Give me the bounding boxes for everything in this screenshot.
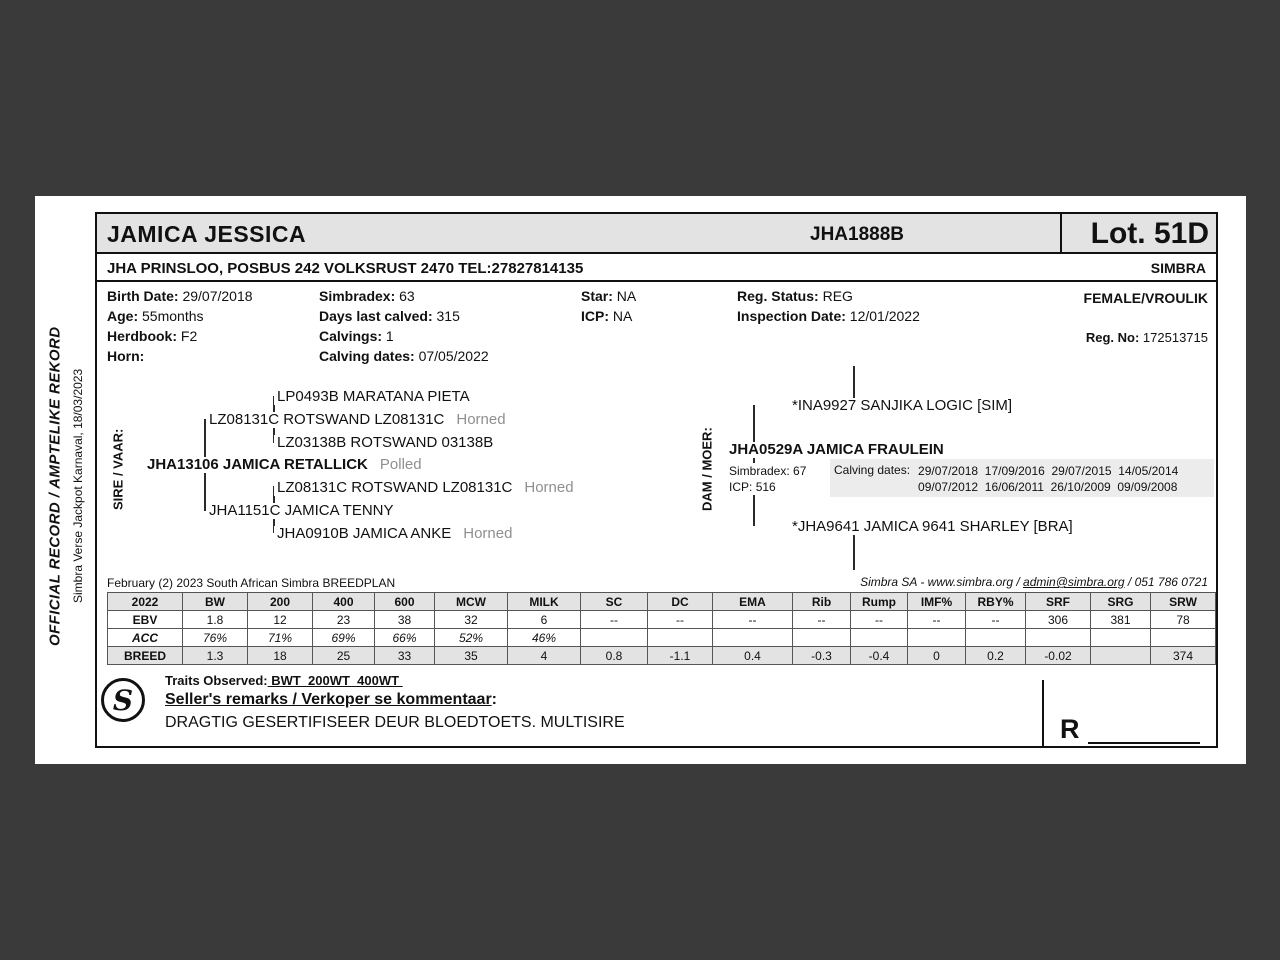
- breedplan-cell: 69%: [313, 629, 375, 647]
- breedplan-cell: [1091, 647, 1151, 665]
- breedplan-col-header: 2022: [108, 593, 183, 611]
- lot-divider: [1060, 214, 1062, 252]
- breedplan-cell: --: [851, 611, 908, 629]
- breedplan-table: [107, 592, 1216, 665]
- pedigree-animal-name: JHA1151C JAMICA TENNY: [209, 502, 394, 519]
- field-label: Herdbook:: [107, 328, 177, 344]
- field-value: 07/05/2022: [418, 348, 489, 364]
- field-value: REG: [822, 288, 853, 304]
- calving-dates-line1: 29/07/2018 17/09/2016 29/07/2015 14/05/2014: [918, 464, 1179, 478]
- breedplan-cell: --: [581, 611, 648, 629]
- field-label: ICP:: [729, 480, 753, 494]
- breedplan-cell: 0.8: [581, 647, 648, 665]
- breedplan-col-header: MILK: [508, 593, 581, 611]
- field-label: Birth Date:: [107, 288, 179, 304]
- breedplan-cell: 33: [375, 647, 435, 665]
- field-label: Star:: [581, 288, 613, 304]
- field-value: 172513715: [1142, 330, 1208, 345]
- field-label: ICP:: [581, 308, 609, 324]
- pedigree-line: [853, 532, 855, 570]
- breedplan-col-header: 600: [375, 593, 435, 611]
- breedplan-cell: --: [966, 611, 1026, 629]
- breedplan-cell: 23: [313, 611, 375, 629]
- dam-calving-dates: [834, 463, 1178, 495]
- breeder-contact: JHA PRINSLOO, POSBUS 242 VOLKSRUST 2470 TEL:27827814135: [107, 259, 584, 277]
- breedplan-cell: [966, 629, 1026, 647]
- breedplan-cell: [793, 629, 851, 647]
- breeder-bar: [97, 256, 1216, 282]
- herdbook-field: [107, 328, 253, 348]
- breedplan-cell: -0.02: [1026, 647, 1091, 665]
- breedplan-cell: 0.4: [713, 647, 793, 665]
- breedplan-row-label: ACC: [108, 629, 183, 647]
- breedplan-col-header: RBY%: [966, 593, 1026, 611]
- breedplan-row-label: BREED: [108, 647, 183, 665]
- pedigree-entry: [206, 412, 509, 428]
- birth-date-field: [107, 288, 253, 308]
- breedplan-col-header: BW: [183, 593, 248, 611]
- horn-status-tag: Horned: [524, 479, 574, 496]
- breedplan-cell: 52%: [435, 629, 508, 647]
- breedplan-col-header: EMA: [713, 593, 793, 611]
- breedplan-title: February (2) 2023 South African Simbra BREEDPLAN: [107, 576, 396, 590]
- breedplan-cell: 306: [1026, 611, 1091, 629]
- breedplan-cell: --: [648, 611, 713, 629]
- field-value: 1: [385, 328, 394, 344]
- pedigree-entry-sire: [144, 457, 425, 473]
- breedplan-cell: -0.3: [793, 647, 851, 665]
- field-value: 29/07/2018: [182, 288, 253, 304]
- breedplan-cell: 1.3: [183, 647, 248, 665]
- breedplan-cell: 18: [248, 647, 313, 665]
- pedigree-animal-name: JHA13106 JAMICA RETALLICK: [147, 456, 368, 473]
- remarks-heading-text: Seller's remarks / Verkoper se kommentaar: [165, 691, 492, 708]
- traits-values: BWT 200WT 400WT: [267, 673, 403, 688]
- field-label: Simbradex:: [319, 288, 396, 304]
- breedplan-cell: 1.8: [183, 611, 248, 629]
- price-field: [1060, 714, 1200, 744]
- dam-simbradex-field: [726, 463, 809, 479]
- pedigree-entry: [274, 526, 515, 542]
- breedplan-col-header: DC: [648, 593, 713, 611]
- price-divider: [1042, 680, 1044, 746]
- breedplan-col-header: SC: [581, 593, 648, 611]
- registration-id: JHA1888B: [810, 224, 904, 245]
- breedplan-cell: [1091, 629, 1151, 647]
- horn-field: [107, 348, 253, 368]
- calving-dates-field: [319, 348, 489, 368]
- pedigree-entry: [206, 503, 409, 519]
- field-label: Reg. No:: [1085, 330, 1140, 345]
- breedplan-cell: 32: [435, 611, 508, 629]
- breedplan-col-header: Rib: [793, 593, 851, 611]
- breedplan-cell: [1026, 629, 1091, 647]
- icp-field: [581, 308, 636, 328]
- seller-remarks-text: DRAGTIG GESERTIFISEER DEUR BLOEDTOETS. MULTISIRE: [165, 714, 625, 731]
- breedplan-cell: -1.1: [648, 647, 713, 665]
- pedigree-entry: [789, 519, 1076, 535]
- breedplan-cell: [648, 629, 713, 647]
- animal-name: JAMICA JESSICA: [107, 221, 307, 247]
- info-column-1: [107, 288, 253, 368]
- pedigree-animal-name: LZ03138B ROTSWAND 03138B: [277, 434, 494, 451]
- breedplan-cell: 381: [1091, 611, 1151, 629]
- seller-remarks-heading: [165, 691, 497, 709]
- field-label: Days last calved:: [319, 308, 433, 324]
- field-label: Reg. Status:: [737, 288, 819, 304]
- reg-no-field: [1086, 330, 1208, 345]
- field-value: NA: [612, 308, 633, 324]
- pedigree-entry: [274, 389, 485, 405]
- field-label: Inspection Date:: [737, 308, 846, 324]
- breedplan-col-header: 200: [248, 593, 313, 611]
- field-value: 63: [399, 288, 415, 304]
- reg-status-field: [737, 288, 920, 308]
- simbra-logo-icon: [101, 678, 145, 722]
- breedplan-cell: 66%: [375, 629, 435, 647]
- days-last-calved-field: [319, 308, 489, 328]
- breedplan-cell: 4: [508, 647, 581, 665]
- breedplan-cell: --: [793, 611, 851, 629]
- breedplan-contact: [860, 575, 1208, 589]
- sex-label: FEMALE/VROULIK: [1083, 290, 1208, 306]
- info-column-3: [581, 288, 636, 328]
- field-value: NA: [616, 288, 637, 304]
- breedplan-row-label: EBV: [108, 611, 183, 629]
- remarks-colon: :: [491, 691, 497, 708]
- contact-prefix: Simbra SA - www.simbra.org /: [860, 575, 1024, 589]
- pedigree-animal-name: *INA9927 SANJIKA LOGIC [SIM]: [792, 397, 1013, 414]
- field-value: 315: [436, 308, 460, 324]
- breedplan-cell: [908, 629, 966, 647]
- field-label: Horn:: [107, 348, 145, 364]
- breedplan-cell: 35: [435, 647, 508, 665]
- breedplan-col-header: IMF%: [908, 593, 966, 611]
- field-label: Calvings:: [319, 328, 383, 344]
- breedplan-cell: 374: [1151, 647, 1216, 665]
- breedplan-col-header: MCW: [435, 593, 508, 611]
- calving-dates-values: [918, 463, 1178, 495]
- breedplan-cell: --: [713, 611, 793, 629]
- traits-observed: [165, 673, 403, 688]
- breedplan-cell: 6: [508, 611, 581, 629]
- sire-section-label: SIRE / VAAR:: [110, 428, 126, 511]
- info-column-2: [319, 288, 489, 368]
- pedigree-entry: [274, 435, 508, 451]
- breedplan-cell: [581, 629, 648, 647]
- breedplan-cell: 38: [375, 611, 435, 629]
- pedigree-animal-name: LZ08131C ROTSWAND LZ08131C: [209, 411, 445, 428]
- field-label: Calving dates:: [319, 348, 415, 364]
- breedplan-cell: -0.4: [851, 647, 908, 665]
- field-label: Calving dates:: [834, 463, 911, 477]
- dam-icp-field: [726, 479, 779, 495]
- breedplan-cell: 78: [1151, 611, 1216, 629]
- breedplan-cell: --: [908, 611, 966, 629]
- lot-number: Lot. 51D: [1090, 217, 1209, 250]
- field-value: 516: [755, 480, 776, 494]
- official-record-side-label: OFFICIAL RECORD / AMPTELIKE REKORD: [46, 326, 64, 646]
- simbradex-field: [319, 288, 489, 308]
- field-label: Traits Observed:: [165, 673, 268, 688]
- field-label: Age:: [107, 308, 139, 324]
- horn-status-tag: Horned: [456, 411, 506, 428]
- title-bar: [97, 214, 1216, 254]
- breedplan-cell: [713, 629, 793, 647]
- pedigree-animal-name: LZ08131C ROTSWAND LZ08131C: [277, 479, 513, 496]
- breedplan-cell: 71%: [248, 629, 313, 647]
- dam-section-label: DAM / MOER:: [699, 427, 715, 512]
- pedigree-animal-name: *JHA9641 JAMICA 9641 SHARLEY [BRA]: [792, 518, 1073, 535]
- breedplan-cell: 12: [248, 611, 313, 629]
- field-value: 12/01/2022: [849, 308, 920, 324]
- breedplan-cell: 0: [908, 647, 966, 665]
- field-value: F2: [180, 328, 198, 344]
- breedplan-col-header: SRW: [1151, 593, 1216, 611]
- pedigree-animal-name: LP0493B MARATANA PIETA: [277, 388, 470, 405]
- price-blank-line: [1088, 716, 1200, 744]
- breedplan-cell: 0.2: [966, 647, 1026, 665]
- record-inner-box: [95, 212, 1218, 748]
- contact-email: admin@simbra.org: [1023, 575, 1125, 589]
- breedplan-col-header: Rump: [851, 593, 908, 611]
- breedplan-col-header: SRG: [1091, 593, 1151, 611]
- event-side-label: Simbra Verse Jackpot Karnaval, 18/03/2023: [71, 368, 85, 604]
- horn-status-tag: Polled: [379, 456, 422, 473]
- breed-name: SIMBRA: [1150, 260, 1206, 276]
- contact-suffix: / 051 786 0721: [1124, 575, 1208, 589]
- horn-status-tag: Horned: [463, 525, 513, 542]
- pedigree-animal-name: JHA0529A JAMICA FRAULEIN: [729, 441, 944, 458]
- field-label: Simbradex:: [729, 464, 790, 478]
- logo-letter: S: [112, 683, 134, 717]
- field-value: 67: [793, 464, 807, 478]
- pedigree-animal-name: JHA0910B JAMICA ANKE: [277, 525, 452, 542]
- inspection-date-field: [737, 308, 920, 328]
- breedplan-cell: [1151, 629, 1216, 647]
- record-card: [35, 196, 1246, 764]
- breedplan-cell: 46%: [508, 629, 581, 647]
- breedplan-col-header: SRF: [1026, 593, 1091, 611]
- breedplan-cell: 76%: [183, 629, 248, 647]
- calvings-field: [319, 328, 489, 348]
- pedigree-entry: [789, 398, 1015, 414]
- star-field: [581, 288, 636, 308]
- age-field: [107, 308, 253, 328]
- field-value: 55months: [142, 308, 204, 324]
- breedplan-col-header: 400: [313, 593, 375, 611]
- calving-dates-line2: 09/07/2012 16/06/2011 26/10/2009 09/09/2008: [918, 480, 1178, 494]
- breedplan-cell: 25: [313, 647, 375, 665]
- breedplan-cell: [851, 629, 908, 647]
- info-column-4: [737, 288, 920, 328]
- pedigree-entry: [274, 480, 577, 496]
- pedigree-entry-dam: [726, 442, 947, 458]
- currency-label: R: [1060, 714, 1080, 744]
